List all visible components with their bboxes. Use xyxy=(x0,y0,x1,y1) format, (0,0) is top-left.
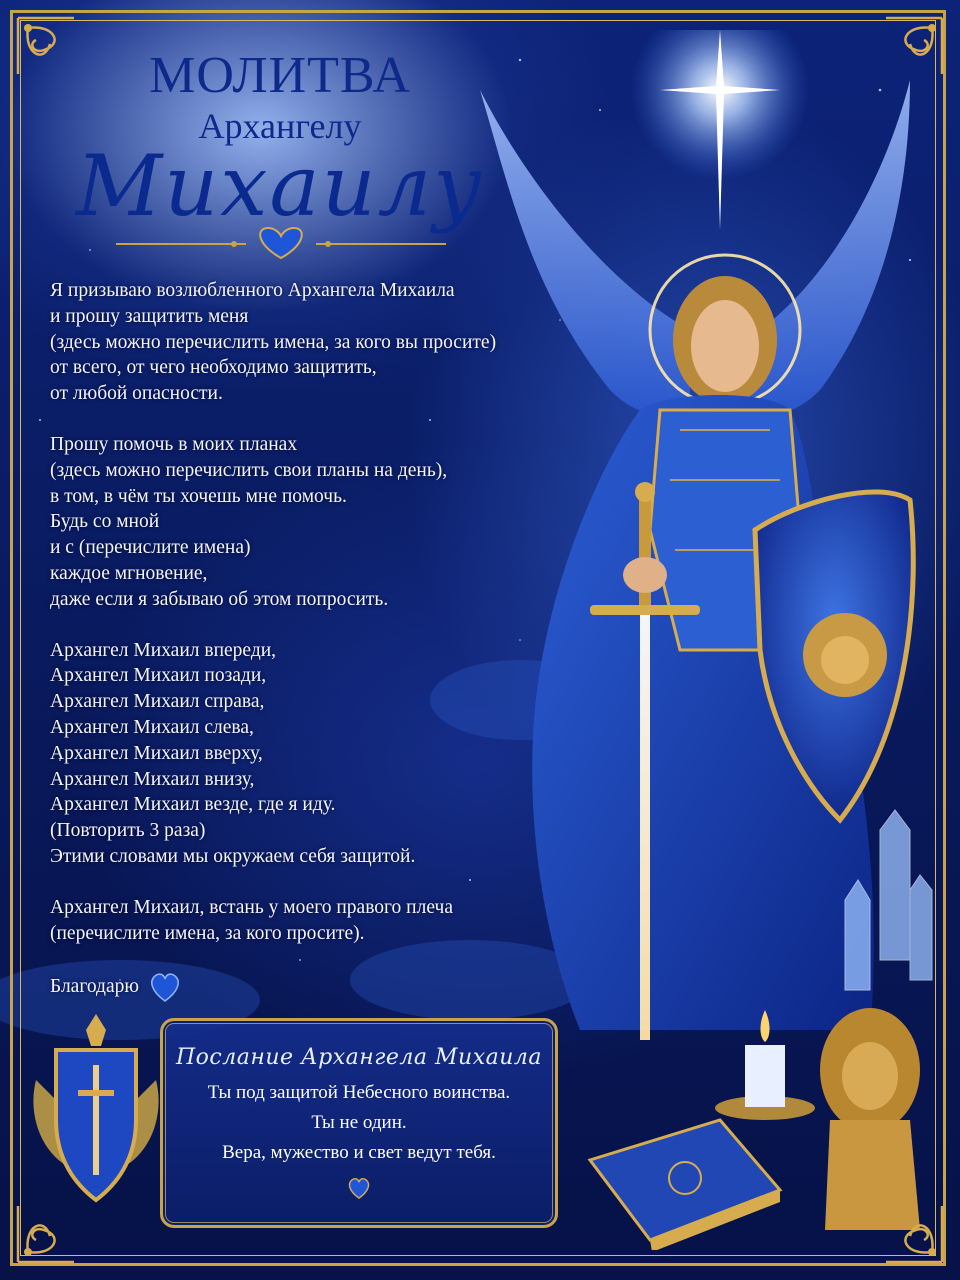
message-lines xyxy=(163,1078,555,1168)
heart-icon xyxy=(147,971,183,1003)
thanks-text: Благодарю xyxy=(50,976,139,998)
title-block xyxy=(40,47,520,235)
stanza-2 xyxy=(50,432,570,613)
prayer-line: Будь со мной xyxy=(50,511,160,533)
prayer-line: Я призываю возлюбленного Архангела Михаила xyxy=(50,280,455,301)
prayer-line: Архангел Михаил внизу, xyxy=(50,768,255,790)
message-line: Ты под защитой Небесного воинства. xyxy=(207,1082,511,1103)
sword-shield-emblem xyxy=(26,1010,166,1210)
prayer-line: Архангел Михаил слева, xyxy=(50,716,254,738)
book-icon xyxy=(590,1120,780,1250)
title-subtitle: Архангелу xyxy=(198,106,362,146)
thanks-line xyxy=(50,971,570,1003)
prayer-line: даже если я забываю об этом попросить. xyxy=(50,588,389,610)
prayer-line: (здесь можно перечислить имена, за кого вы просите) xyxy=(50,331,497,353)
message-title: Послание Архангела Михаила xyxy=(175,1045,543,1070)
prayer-line: Архангел Михаил, встань у моего правого плеча xyxy=(50,896,453,918)
prayer-line: Архангел Михаил впереди, xyxy=(50,639,277,661)
message-line: Ты не один. xyxy=(311,1112,407,1133)
message-box xyxy=(160,1018,558,1228)
prayer-line: от всего, от чего необходимо защитить, xyxy=(50,357,377,379)
page-title: МОЛИТВА xyxy=(149,47,411,104)
stanza-1 xyxy=(50,278,570,407)
prayer-line: в том, в чём ты хочешь мне помочь. xyxy=(50,485,347,507)
prayer-text xyxy=(50,278,570,1003)
prayer-line: и прошу защитить меня xyxy=(50,305,249,327)
prayer-line: (Повторить 3 раза) xyxy=(50,820,206,842)
prayer-line: и с (перечислите имена) xyxy=(50,537,251,559)
candle-icon xyxy=(715,1010,815,1120)
prayer-line: каждое мгновение, xyxy=(50,562,208,584)
stanza-3 xyxy=(50,638,570,870)
prayer-line: Прошу помочь в моих планах xyxy=(50,433,298,455)
prayer-line: от любой опасности. xyxy=(50,383,223,405)
stanza-4 xyxy=(50,895,570,947)
heart-icon xyxy=(346,1176,372,1200)
heart-icon xyxy=(260,228,302,258)
prayer-line: (здесь можно перечислить свои планы на день), xyxy=(50,459,448,481)
corner-ornament xyxy=(856,14,946,104)
prayer-line: Архангел Михаил везде, где я иду. xyxy=(50,794,336,816)
message-line: Вера, мужество и свет ведут тебя. xyxy=(222,1142,496,1163)
prayer-line: (перечислите имена, за кого просите). xyxy=(50,922,365,944)
title-name: Михаилу xyxy=(76,137,484,235)
prayer-line: Архангел Михаил позади, xyxy=(50,665,267,687)
title-divider xyxy=(116,222,446,262)
prayer-line: Архангел Михаил вверху, xyxy=(50,742,263,764)
corner-ornament xyxy=(856,1176,946,1266)
message-heart xyxy=(163,1176,555,1205)
prayer-line: Архангел Михаил справа, xyxy=(50,691,265,713)
prayer-line: Этими словами мы окружаем себя защитой. xyxy=(50,845,416,867)
